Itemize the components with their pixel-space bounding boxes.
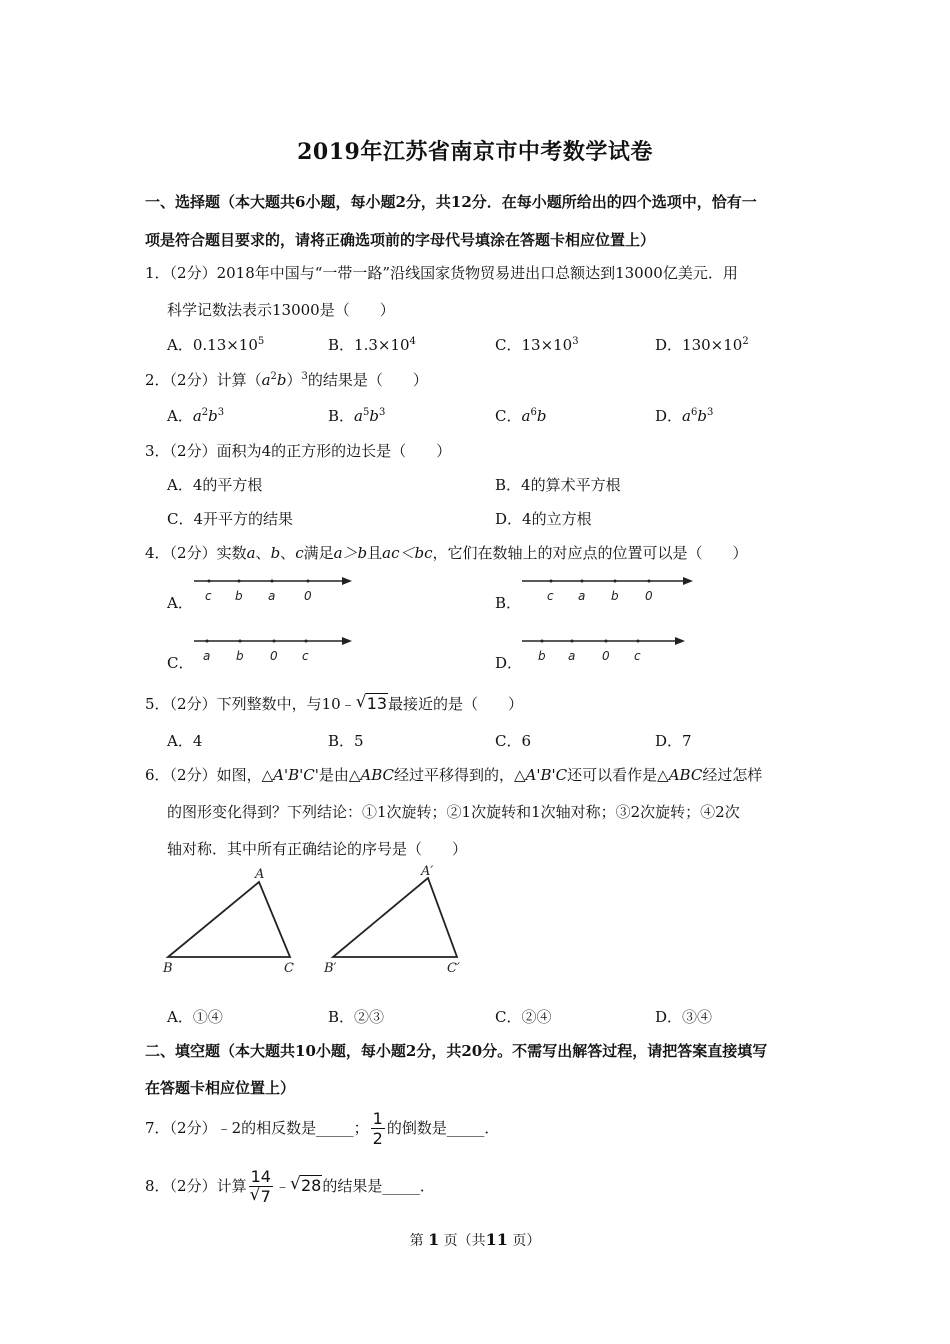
q6-option-b: B．②③: [328, 1008, 385, 1026]
q6-option-d: D．③④: [655, 1008, 713, 1026]
q5-option-a: A．4: [167, 732, 203, 750]
q1-option-a: A．$0.13\times 10^5$: [167, 336, 265, 354]
label-c-prime: C′: [447, 961, 460, 976]
q5-option-c: C．6: [495, 732, 532, 750]
q3-option-d: D．4的立方根: [495, 510, 592, 528]
q6-option-c: C．②④: [495, 1008, 552, 1026]
label-b-prime: B′: [324, 961, 337, 976]
label-b: B: [163, 961, 173, 976]
q3-stem: 3．（2分）面积为4的正方形的边长是（ ）: [145, 442, 452, 460]
triangle-abc: [168, 882, 290, 957]
q4-option-a-label: A．: [167, 594, 193, 612]
q4-number-line-c: [190, 632, 360, 666]
q2-option-b: B．$a^5b^3$: [328, 407, 386, 425]
q1-option-d: D．$130\times 10^2$: [655, 336, 749, 354]
label-a-prime: A′: [421, 864, 434, 879]
q4-option-d-label: D．: [495, 654, 523, 672]
q4-c-label-2: b: [236, 649, 244, 663]
q3-option-c: C．4开平方的结果: [167, 510, 294, 528]
q7-stem: 7．（2分）﹣2的相反数是_____； $\frac{1}{2}$ 的倒数是_____．: [145, 1109, 500, 1148]
q8-stem: 8．（2分）计算 14 √ 7 ﹣ √ 28的结果是_____．: [145, 1167, 435, 1206]
q8-fraction: 14 √ 7: [249, 1167, 271, 1206]
q5-sqrt: √ 13: [355, 692, 388, 713]
q4-a-label-4: 0: [304, 589, 312, 603]
q4-d-label-1: b: [538, 649, 546, 663]
q5-option-b: B．5: [328, 732, 364, 750]
q7-fraction: $\frac{1}{2}$: [372, 1109, 383, 1148]
q6-stem-line2: 的图形变化得到？下列结论：①1次旋转；②1次旋转和1次轴对称；③2次旋转；④2次: [167, 803, 740, 821]
q4-a-label-1: c: [205, 589, 212, 603]
q6-stem-line1: 6．（2分）如图，△A'B'C'是由△ABC经过平移得到的，△A'B'C还可以看作是△ABC经过怎样: [145, 766, 763, 784]
q1-stem-line1: 1．（2分）2018年中国与“一带一路”沿线国家货物贸易进出口总额达到13000亿美元．用: [145, 264, 738, 282]
q1-option-b: B．$1.3\times 10^4$: [328, 336, 416, 354]
q8-sqrt: √ 28: [289, 1174, 322, 1195]
q1-option-c: C．$13\times 10^3$: [495, 336, 579, 354]
q4-d-label-2: a: [568, 649, 576, 663]
q4-a-label-3: a: [268, 589, 276, 603]
section1-heading-line1: 一、选择题（本大题共6小题，每小题2分，共12分．在每小题所给出的四个选项中，恰有一: [145, 193, 757, 211]
q4-option-b-label: B．: [495, 594, 522, 612]
q4-a-label-2: b: [235, 589, 243, 603]
q4-option-c-label: C．: [167, 654, 194, 672]
q3-option-b: B．4的算术平方根: [495, 476, 621, 494]
q3-option-a: A．4的平方根: [167, 476, 263, 494]
section2-heading-line2: 在答题卡相应位置上）: [145, 1079, 296, 1097]
q4-b-label-1: c: [547, 589, 554, 603]
q4-b-label-4: 0: [645, 589, 653, 603]
section1-heading-line2: 项是符合题目要求的，请将正确选项前的字母代号填涂在答题卡相应位置上）: [145, 231, 656, 249]
triangle-a-prime: [333, 878, 457, 957]
q2-option-a: A．$a^2b^3$: [167, 407, 225, 425]
q4-c-label-3: 0: [270, 649, 278, 663]
q4-d-label-3: 0: [602, 649, 610, 663]
q6-triangle-figure: [155, 862, 475, 982]
q4-stem: 4．（2分）实数a、b、c满足a＞b且ac＜bc，它们在数轴上的对应点的位置可以是（ ）: [145, 544, 748, 562]
q4-d-label-4: c: [634, 649, 641, 663]
q4-c-label-4: c: [302, 649, 309, 663]
q4-b-label-2: a: [578, 589, 586, 603]
q6-option-a: A．①④: [167, 1008, 223, 1026]
label-c: C: [284, 961, 294, 976]
q5-stem: 5．（2分）下列整数中，与10﹣ √ 13最接近的是（ ）: [145, 692, 524, 713]
q2-option-d: D．$a^6b^3$: [655, 407, 714, 425]
q5-option-d: D．7: [655, 732, 692, 750]
q2-option-c: C．$a^6b$: [495, 407, 547, 425]
page-footer: 第 1 页（共11 页）: [409, 1230, 541, 1249]
page-title: 2019年江苏省南京市中考数学试卷: [297, 139, 653, 165]
q4-number-line-b: [518, 572, 698, 606]
section2-heading-line1: 二、填空题（本大题共10小题，每小题2分，共20分。不需写出解答过程，请把答案直接填写: [145, 1042, 768, 1060]
q4-b-label-3: b: [611, 589, 619, 603]
label-a: A: [255, 867, 265, 882]
q4-c-label-1: a: [203, 649, 211, 663]
q4-number-line-d: [518, 632, 693, 666]
q2-stem: 2．（2分）计算$(a^2b)^3$的结果是（ ）: [145, 371, 428, 389]
q6-stem-line3: 轴对称．其中所有正确结论的序号是（ ）: [167, 840, 468, 858]
q1-stem-line2: 科学记数法表示13000是（ ）: [167, 301, 395, 319]
q4-number-line-a: [190, 572, 360, 606]
